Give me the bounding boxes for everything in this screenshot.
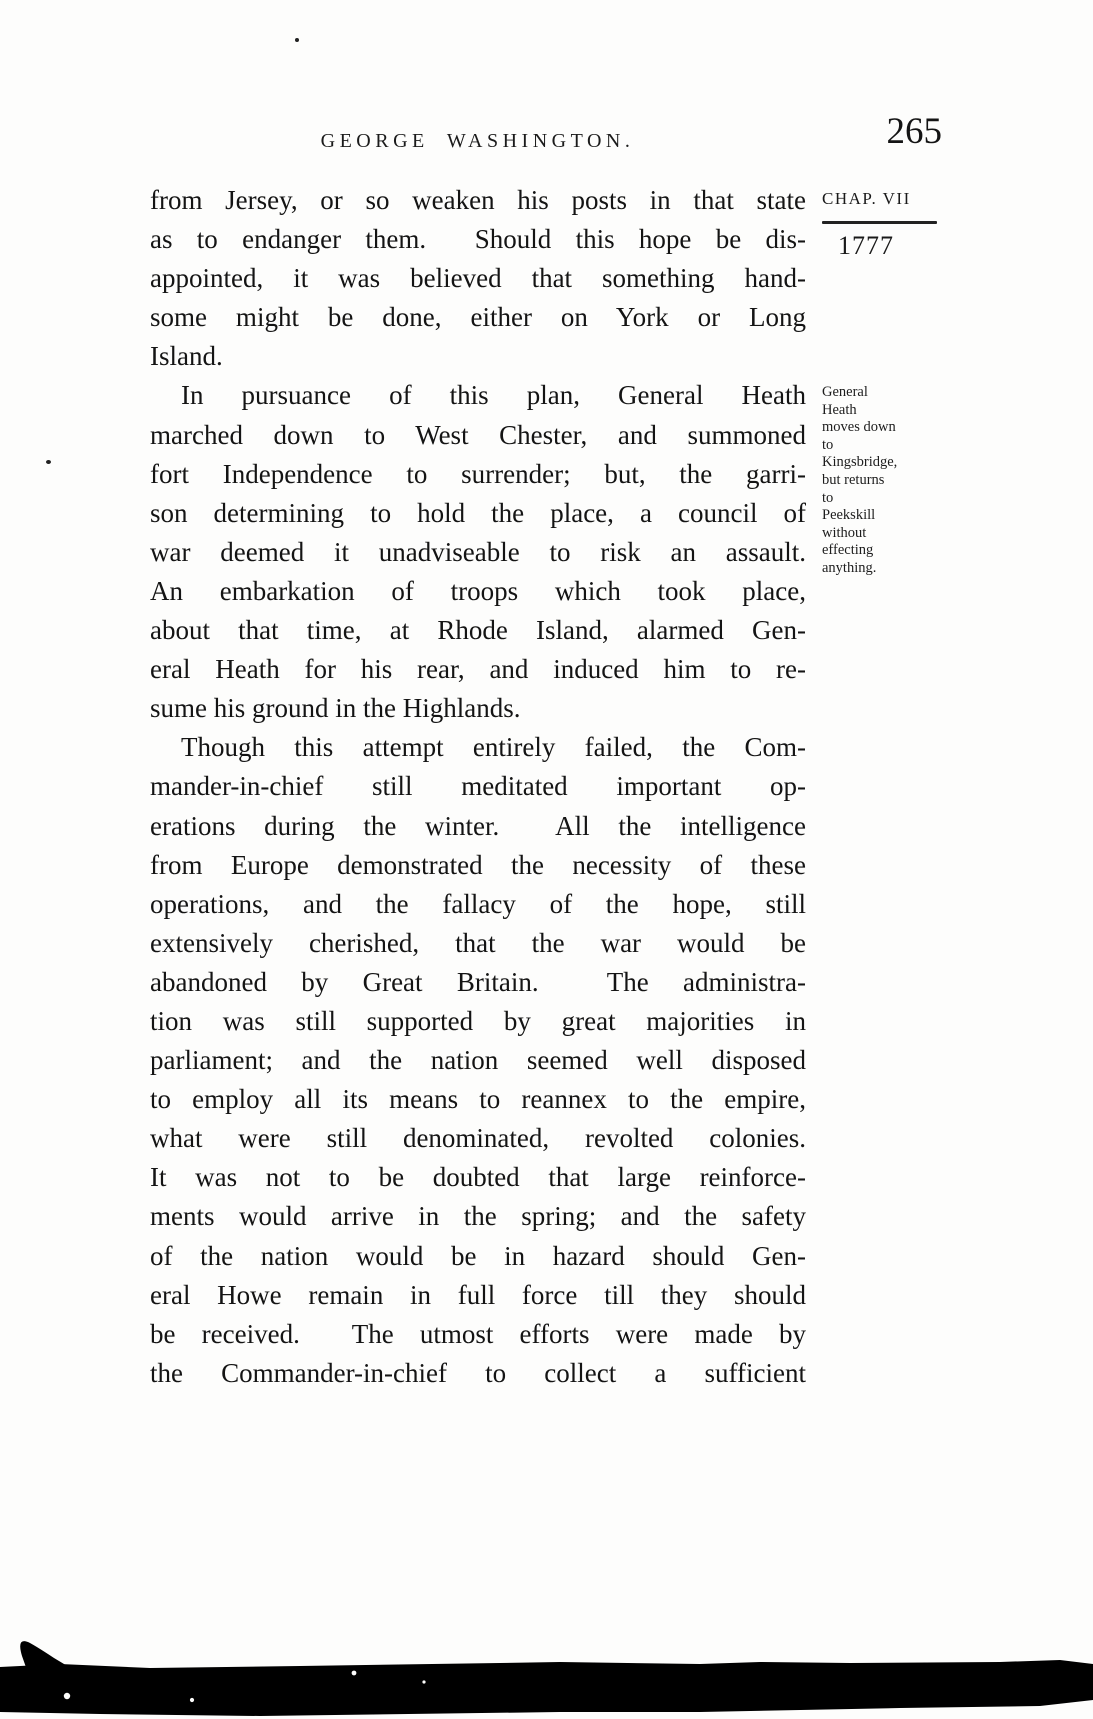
- body-text-line: as to endanger them. Should this hope be dis-: [150, 224, 806, 255]
- body-text-line: Island.: [150, 341, 223, 372]
- body-text-line: Though this attempt entirely failed, the Com-: [181, 732, 806, 763]
- body-text-line: eral Heath for his rear, and induced him to re-: [150, 654, 806, 685]
- margin-note-line: moves down: [822, 419, 896, 436]
- ink-speck: [295, 38, 299, 42]
- body-text-line: son determining to hold the place, a council of: [150, 497, 806, 528]
- body-text-line: marched down to West Chester, and summoned: [150, 419, 806, 450]
- body-text-line: erations during the winter. All the intelligence: [150, 810, 806, 841]
- body-text-line: war deemed it unadviseable to risk an assault.: [150, 536, 806, 567]
- margin-note-line: without: [822, 524, 867, 541]
- body-text-line: some might be done, either on York or Long: [150, 302, 806, 333]
- body-text-line: abandoned by Great Britain. The administra-: [150, 966, 806, 997]
- margin-note-line: Heath: [822, 401, 857, 418]
- body-text-line: from Jersey, or so weaken his posts in that state: [150, 185, 806, 215]
- body-text-line: extensively cherished, that the war would be: [150, 927, 806, 958]
- margin-note-line: effecting: [822, 542, 874, 559]
- body-text-line: from Europe demonstrated the necessity of these: [150, 849, 806, 880]
- body-text-line: of the nation would be in hazard should Gen-: [150, 1240, 806, 1271]
- body-text-line: In pursuance of this plan, General Heath: [181, 380, 806, 411]
- running-header-title: GEORGE WASHINGTON.: [320, 130, 635, 152]
- body-text: [150, 181, 806, 1393]
- body-text-line: to employ all its means to reannex to the empire,: [150, 1084, 806, 1115]
- body-text-line: sume his ground in the Highlands.: [150, 693, 521, 724]
- body-text-line: ments would arrive in the spring; and the safety: [150, 1201, 806, 1232]
- body-text-line: mander-in-chief still meditated important op-: [150, 771, 806, 802]
- ink-speck: [46, 460, 51, 464]
- scan-artifact-band: [0, 1630, 1093, 1719]
- chapter-rule-divider: [822, 221, 937, 224]
- body-text-line: appointed, it was believed that something hand-: [150, 263, 806, 294]
- margin-note-line: Peekskill: [822, 507, 876, 524]
- margin-note-line: to: [822, 436, 834, 453]
- body-text-line: It was not to be doubted that large reinforce-: [150, 1162, 806, 1193]
- page-number: 265: [886, 111, 942, 152]
- margin-note-line: General: [822, 384, 868, 400]
- body-text-line: tion was still supported by great majorities in: [150, 1005, 806, 1036]
- body-text-line: operations, and the fallacy of the hope, still: [150, 888, 806, 919]
- body-text-line: An embarkation of troops which took place,: [150, 575, 806, 606]
- margin-note-line: to: [822, 489, 834, 506]
- body-text-line: the Commander-in-chief to collect a sufficient: [150, 1357, 806, 1388]
- chapter-label: CHAP. VII: [822, 189, 911, 208]
- body-text-line: what were still denominated, revolted colonies.: [150, 1123, 806, 1154]
- body-text-line: parliament; and the nation seemed well disposed: [150, 1045, 806, 1076]
- body-text-line: fort Independence to surrender; but, the garri-: [150, 458, 806, 489]
- margin-note-line: Kingsbridge,: [822, 454, 898, 471]
- margin-note-line: anything.: [822, 559, 877, 576]
- margin-note: [822, 384, 940, 578]
- margin-note-line: but returns: [822, 471, 885, 488]
- body-text-line: be received. The utmost efforts were made by: [150, 1318, 806, 1349]
- year-label: 1777: [838, 231, 894, 260]
- body-text-line: eral Howe remain in full force till they should: [150, 1279, 806, 1310]
- body-text-line: about that time, at Rhode Island, alarmed Gen-: [150, 615, 806, 646]
